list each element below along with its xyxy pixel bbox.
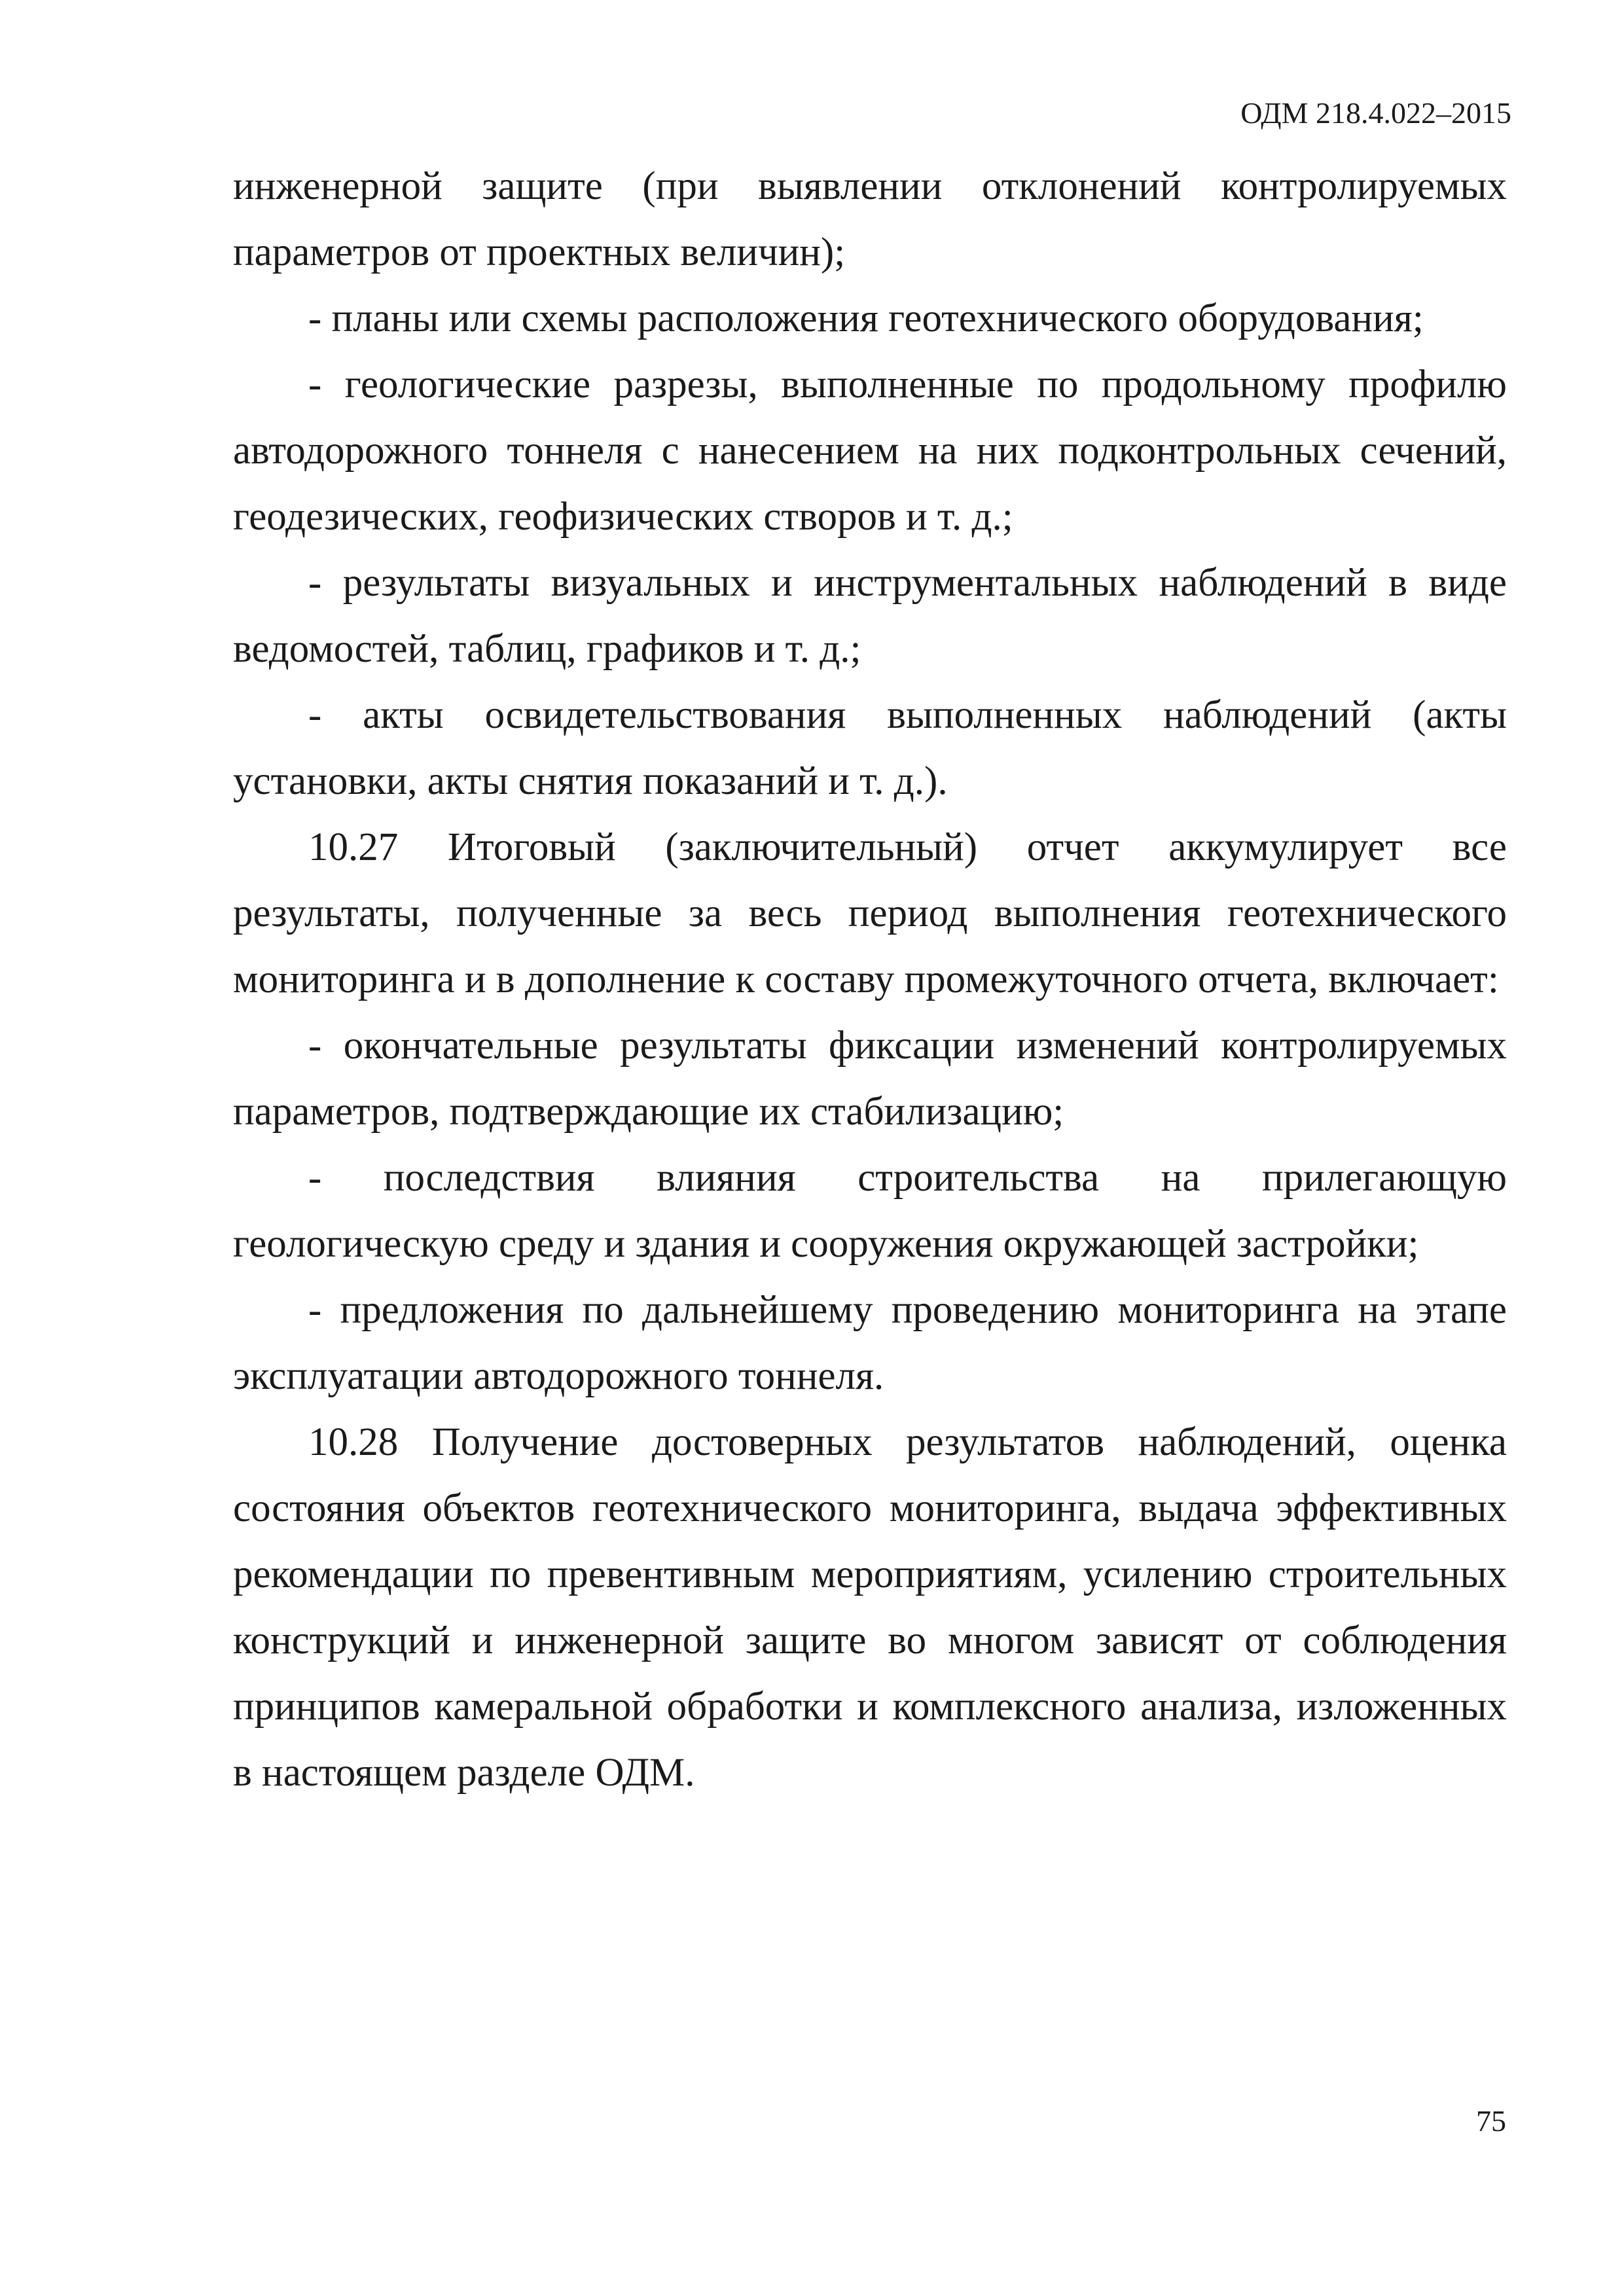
paragraph-continuation: инженерной защите (при выявлении отклонений контролируемых параметров от проектных величин); — [233, 164, 1507, 274]
list-item-construction-consequences: - последствия влияния строительства на прилегающую геологическую среду и здания и сооружения окружающей застройки; — [233, 1156, 1507, 1266]
list-item-inspection-acts: - акты освидетельствования выполненных наблюдений (акты установки, акты снятия показаний и т. д.). — [233, 693, 1507, 803]
list-item-monitoring-proposals: - предложения по дальнейшему проведению мониторинга на этапе эксплуатации автодорожного тоннеля. — [233, 1288, 1507, 1398]
list-item-geological-sections: - геологические разрезы, выполненные по продольному профилю автодорожного тоннеля с нанесением на них подконтрольных сечений, геодезических, геофизических створов и т. д.; — [233, 363, 1507, 539]
list-item-final-results: - окончательные результаты фиксации изменений контролируемых параметров, подтверждающие их стабилизацию; — [233, 1024, 1507, 1134]
section-10-28: 10.28 Получение достоверных результатов наблюдений, оценка состояния объектов геотехнического мониторинга, выдача эффективных рекомендации по превентивным мероприятиям, усилению строительных конструкций и инженерной защите во многом зависят от соблюдения принципов камеральной обработки и комплексного анализа, изложенных в настоящем разделе ОДМ. — [233, 1420, 1507, 1795]
document-body — [233, 153, 1507, 1806]
page-number: 75 — [1476, 2104, 1506, 2138]
list-item-observation-results: - результаты визуальных и инструментальных наблюдений в виде ведомостей, таблиц, графиков и т. д.; — [233, 561, 1507, 671]
section-10-27: 10.27 Итоговый (заключительный) отчет аккумулирует все результаты, полученные за весь период выполнения геотехнического мониторинга и в дополнение к составу промежуточного отчета, включает: — [233, 825, 1507, 1001]
list-item-plans: - планы или схемы расположения геотехнического оборудования; — [308, 296, 1424, 340]
document-code-header: ОДМ 218.4.022–2015 — [1240, 96, 1511, 130]
